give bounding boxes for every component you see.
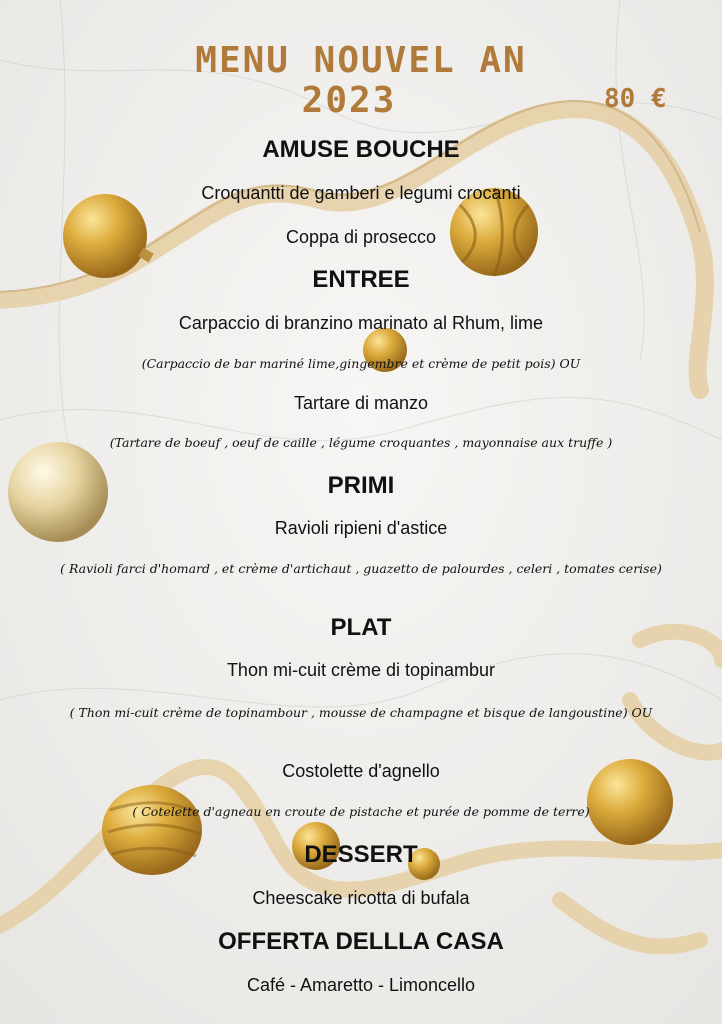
menu-item-description: ( Ravioli farci d'homard , et crème d'artichaut , guazetto de palourdes , celeri , tomates cerise) — [60, 561, 662, 576]
menu-item-description: ( Cotelette d'agneau en croute de pistache et purée de pomme de terre) — [132, 804, 590, 819]
section-heading-amuse-bouche: AMUSE BOUCHE — [262, 136, 460, 163]
menu-year: 2023 — [301, 80, 397, 121]
menu-item: Café - Amaretto - Limoncello — [246, 975, 476, 995]
section-heading-offerta: OFFERTA DELLLA CASA — [218, 928, 504, 955]
menu-item: Costolette d'agnello — [282, 761, 440, 781]
menu-item: Coppa di prosecco — [285, 227, 437, 247]
menu-item: Cheescake ricotta di bufala — [252, 888, 470, 908]
menu-item: Ravioli ripieni d'astice — [274, 518, 448, 538]
menu-item: Thon mi-cuit crème di topinambur — [226, 660, 496, 680]
section-heading-plat: PLAT — [330, 614, 392, 641]
section-heading-primi: PRIMI — [327, 472, 395, 499]
section-heading-entree: ENTREE — [312, 266, 410, 293]
menu-item: Croquantti de gamberi e legumi crocanti — [201, 183, 521, 203]
menu-price: 80 € — [604, 84, 667, 114]
menu-item: Tartare di manzo — [293, 393, 429, 413]
section-heading-dessert: DESSERT — [304, 841, 418, 868]
menu-item-description: (Carpaccio de bar mariné lime,gingembre et crème de petit pois) OU — [141, 356, 581, 371]
menu-item-description: (Tartare de boeuf , oeuf de caille , légume croquantes , mayonnaise aux truffe ) — [109, 435, 613, 450]
menu-item-description: ( Thon mi-cuit crème de topinambour , mousse de champagne et bisque de langoustine) OU — [69, 705, 653, 720]
menu-title: MENU NOUVEL AN — [195, 40, 527, 81]
menu-item: Carpaccio di branzino marinato al Rhum, lime — [178, 313, 544, 333]
